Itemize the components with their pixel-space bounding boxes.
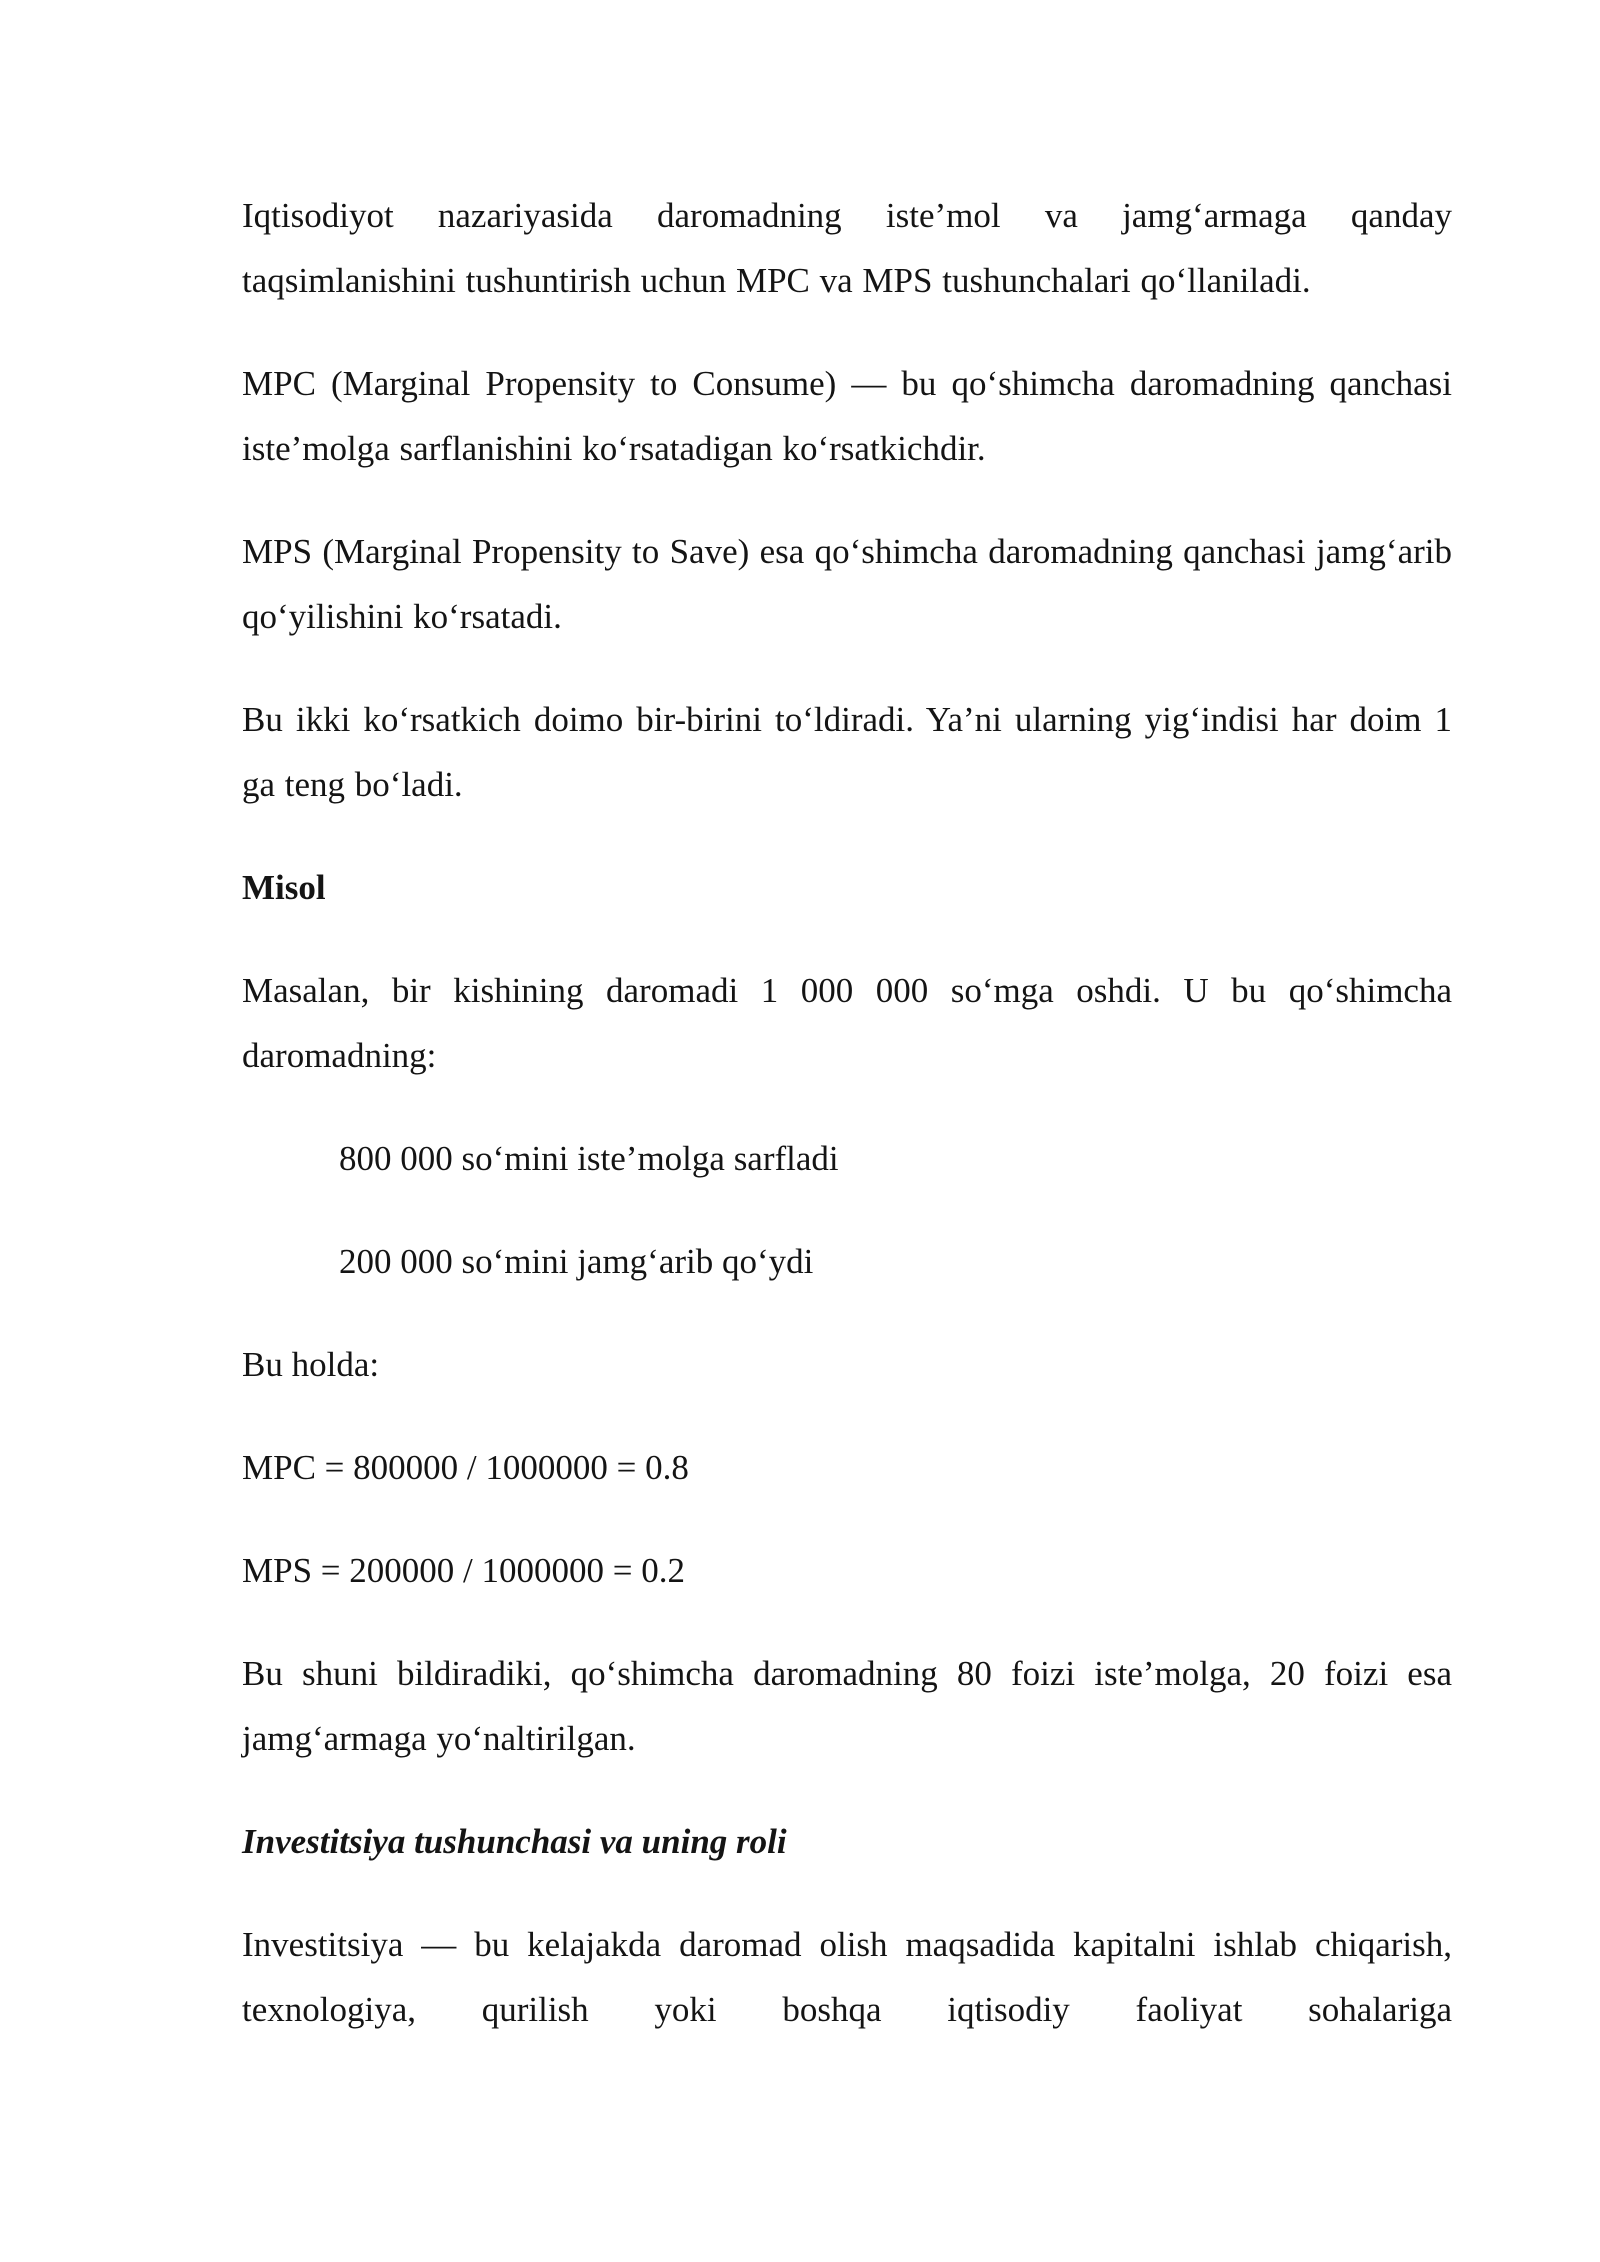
formula-mps: MPS = 200000 / 1000000 = 0.2	[242, 1551, 686, 1590]
paragraph-complement: Bu ikki ko‘rsatkich doimo bir-birini to‘ldiradi. Ya’ni ularning yig‘indisi har doim 1 ga teng bo‘ladi.	[242, 700, 1452, 804]
paragraph-intro: Iqtisodiyot nazariyasida daromadning iste’mol va jamg‘armaga qanday taqsimlanishini tushuntirish uchun MPC va MPS tushunchalari qo‘llaniladi.	[242, 196, 1452, 300]
paragraph-investitsiya: Investitsiya — bu kelajakda daromad olish maqsadida kapitalni ishlab chiqarish, texnologiya, qurilish yoki boshqa iqtisodiy faoliyat sohalariga	[242, 1925, 1452, 2029]
document-body	[242, 183, 1452, 2080]
paragraph-example-intro: Masalan, bir kishining daromadi 1 000 000 so‘mga oshdi. U bu qo‘shimcha daromadning:	[242, 971, 1452, 1075]
paragraph-bu-holda: Bu holda:	[242, 1345, 380, 1384]
paragraph-conclusion: Bu shuni bildiradiki, qo‘shimcha daromadning 80 foizi iste’molga, 20 foizi esa jamg‘armaga yo‘naltirilgan.	[242, 1654, 1452, 1758]
heading-investitsiya: Investitsiya tushunchasi va uning roli	[242, 1822, 787, 1861]
example-item-consumption: 800 000 so‘mini iste’molga sarfladi	[339, 1139, 839, 1178]
heading-misol: Misol	[242, 868, 326, 907]
paragraph-mpc-definition: MPC (Marginal Propensity to Consume) — bu qo‘shimcha daromadning qanchasi iste’molga sarflanishini ko‘rsatadigan ko‘rsatkichdir.	[242, 364, 1452, 468]
formula-mpc: MPC = 800000 / 1000000 = 0.8	[242, 1448, 689, 1487]
paragraph-mps-definition: MPS (Marginal Propensity to Save) esa qo‘shimcha daromadning qanchasi jamg‘arib qo‘yilishini ko‘rsatadi.	[242, 532, 1452, 636]
example-item-saving: 200 000 so‘mini jamg‘arib qo‘ydi	[339, 1242, 814, 1281]
